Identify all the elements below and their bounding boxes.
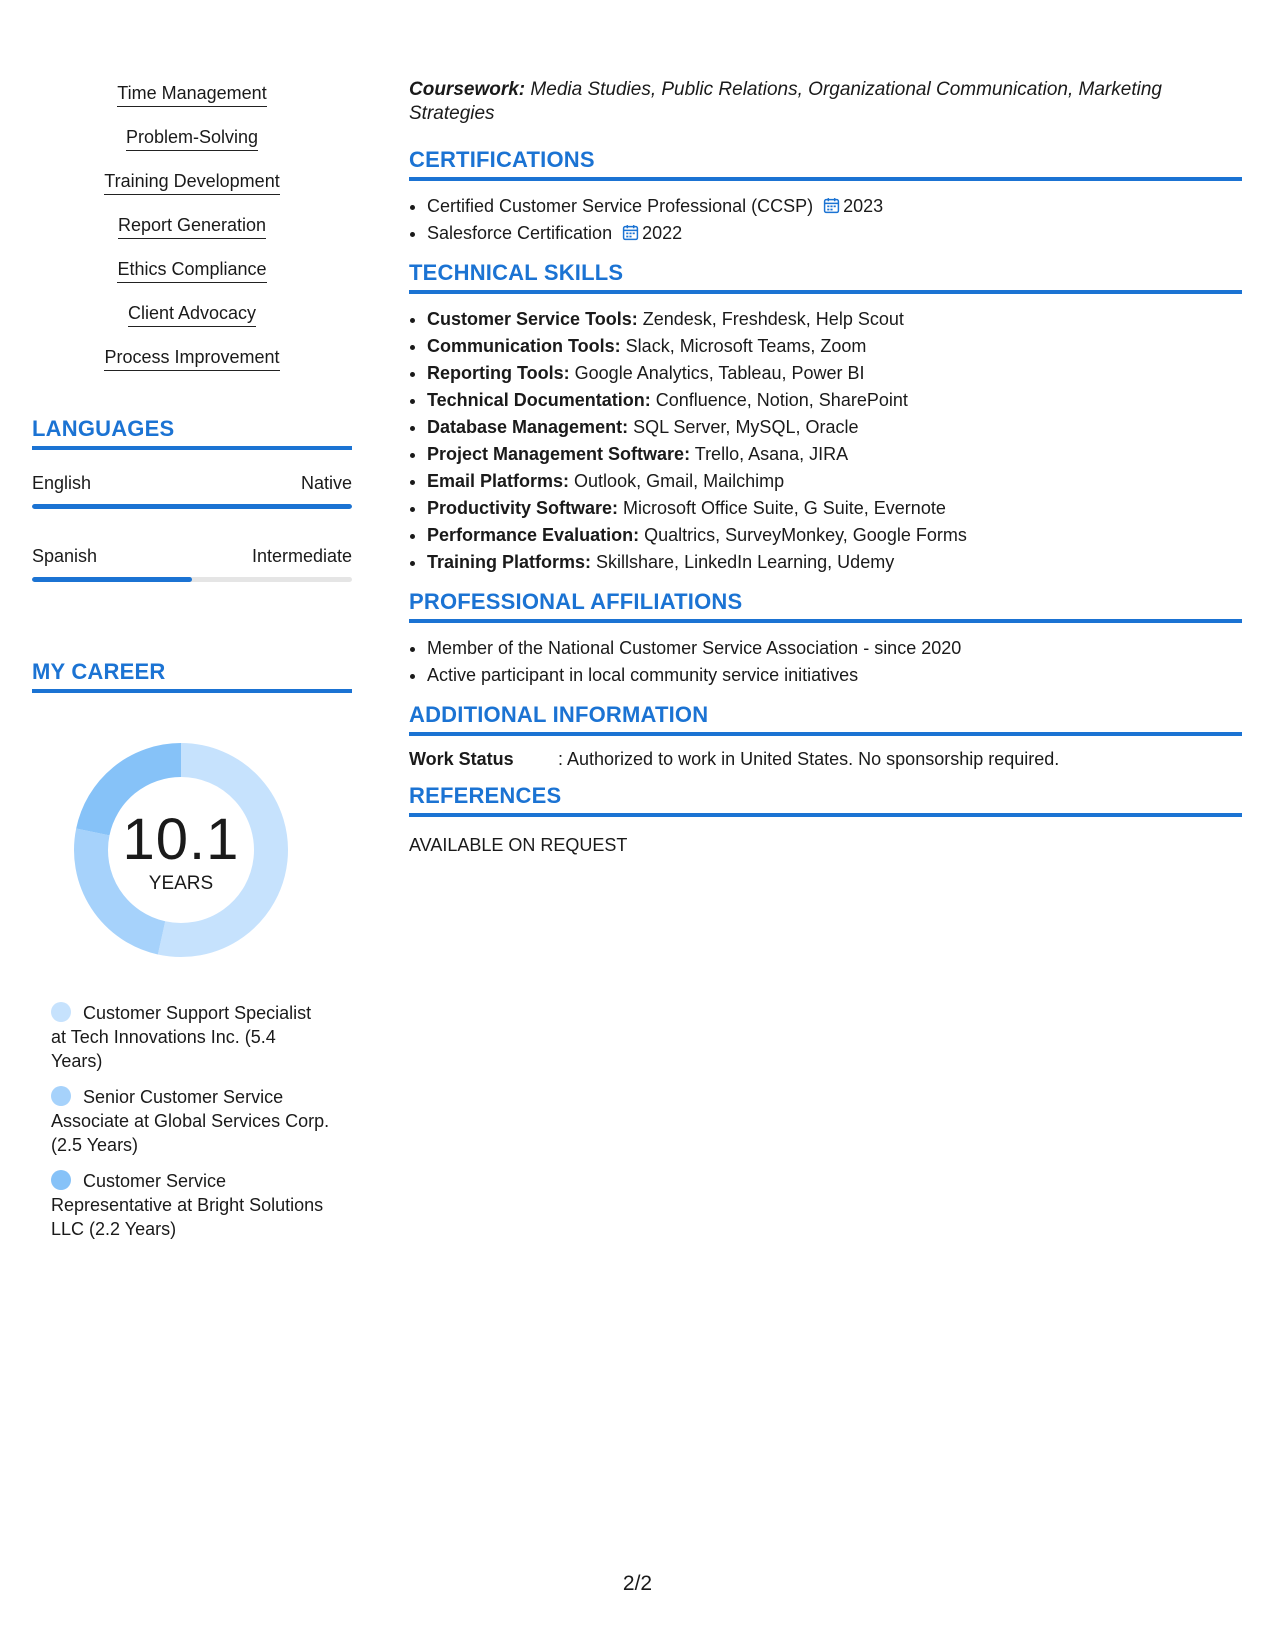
career-total-years: 10.1: [122, 807, 240, 872]
page-number: 2/2: [622, 1572, 653, 1595]
career-total-unit: YEARS: [148, 873, 214, 894]
affiliation-item: • Active participant in local community service initiatives: [427, 662, 1242, 689]
technical-skill-item: • Database Management: SQL Server, MySQL, Oracle: [427, 414, 1242, 441]
languages-heading: LANGUAGES: [32, 415, 352, 450]
calendar-icon: [622, 224, 639, 241]
language-row: [32, 545, 352, 582]
language-name: Spanish: [32, 546, 98, 566]
language-proficiency-fill: [32, 504, 352, 509]
legend-item: Customer Service Representative at Bright Solutions LLC (2.2 Years): [51, 1171, 324, 1239]
certification-item: • Salesforce Certification 2022: [427, 220, 1242, 247]
skill-item: Training Development: [32, 170, 352, 195]
legend-item: Senior Customer Service Associate at Global Services Corp. (2.5 Years): [51, 1087, 330, 1155]
language-name: English: [32, 473, 92, 493]
affiliations-heading: PROFESSIONAL AFFILIATIONS: [409, 588, 1242, 623]
skill-item: Client Advocacy: [32, 302, 352, 327]
legend-dot: [51, 1170, 71, 1190]
technical-skills-list: [409, 306, 1242, 576]
certifications-section: [409, 146, 1242, 247]
legend-dot: [51, 1002, 71, 1022]
technical-skill-item: • Reporting Tools: Google Analytics, Tableau, Power BI: [427, 360, 1242, 387]
language-proficiency-fill: [32, 577, 192, 582]
technical-skill-item: • Performance Evaluation: Qualtrics, SurveyMonkey, Google Forms: [427, 522, 1242, 549]
technical-skill-item: • Customer Service Tools: Zendesk, Freshdesk, Help Scout: [427, 306, 1242, 333]
right-column: [409, 78, 1242, 868]
language-level: Native: [300, 473, 352, 493]
certification-year: 2023: [843, 196, 884, 216]
work-status-value: : Authorized to work in United States. No sponsorship required.: [558, 749, 1060, 769]
calendar-icon: [823, 197, 840, 214]
language-proficiency-bar: [32, 577, 352, 582]
certifications-heading: CERTIFICATIONS: [409, 146, 1242, 181]
left-column: [32, 82, 352, 1253]
legend-dot: [51, 1086, 71, 1106]
skills-list: [32, 82, 352, 371]
affiliation-item: • Member of the National Customer Service Association - since 2020: [427, 635, 1242, 662]
language-proficiency-bar: [32, 504, 352, 509]
language-level: Intermediate: [251, 546, 352, 566]
affiliations-list: [409, 635, 1242, 689]
skill-item: Ethics Compliance: [32, 258, 352, 283]
additional-info-heading: ADDITIONAL INFORMATION: [409, 701, 1242, 736]
skill-item: Time Management: [32, 82, 352, 107]
work-status-row: [409, 748, 1242, 770]
technical-skill-item: • Project Management Software: Trello, Asana, JIRA: [427, 441, 1242, 468]
technical-skill-item: • Productivity Software: Microsoft Office Suite, G Suite, Evernote: [427, 495, 1242, 522]
language-row: [32, 472, 352, 509]
career-donut-chart: [66, 735, 296, 965]
skill-item: Report Generation: [32, 214, 352, 239]
skill-item: Process Improvement: [32, 346, 352, 371]
affiliations-section: [409, 588, 1242, 689]
technical-skill-item: • Technical Documentation: Confluence, Notion, SharePoint: [427, 387, 1242, 414]
certification-item: • Certified Customer Service Professional (CCSP) 2023: [427, 193, 1242, 220]
references-heading: REFERENCES: [409, 782, 1242, 817]
skill-item: Problem-Solving: [32, 126, 352, 151]
technical-skills-section: [409, 259, 1242, 576]
technical-skills-heading: TECHNICAL SKILLS: [409, 259, 1242, 294]
career-legend: [51, 1001, 331, 1241]
technical-skill-item: • Communication Tools: Slack, Microsoft Teams, Zoom: [427, 333, 1242, 360]
certification-year: 2022: [642, 223, 683, 243]
technical-skill-item: • Training Platforms: Skillshare, LinkedIn Learning, Udemy: [427, 549, 1242, 576]
work-status-label: Work Status: [409, 749, 514, 769]
legend-item: Customer Support Specialist at Tech Innovations Inc. (5.4 Years): [51, 1003, 312, 1071]
certifications-list: [409, 193, 1242, 247]
references-section: [409, 782, 1242, 856]
additional-info-section: [409, 701, 1242, 770]
coursework: Coursework: Media Studies, Public Relations, Organizational Communication, Marketing Strategies: [409, 79, 1162, 124]
technical-skill-item: • Email Platforms: Outlook, Gmail, Mailchimp: [427, 468, 1242, 495]
career-heading: MY CAREER: [32, 658, 352, 693]
references-text: AVAILABLE ON REQUEST: [409, 835, 628, 855]
